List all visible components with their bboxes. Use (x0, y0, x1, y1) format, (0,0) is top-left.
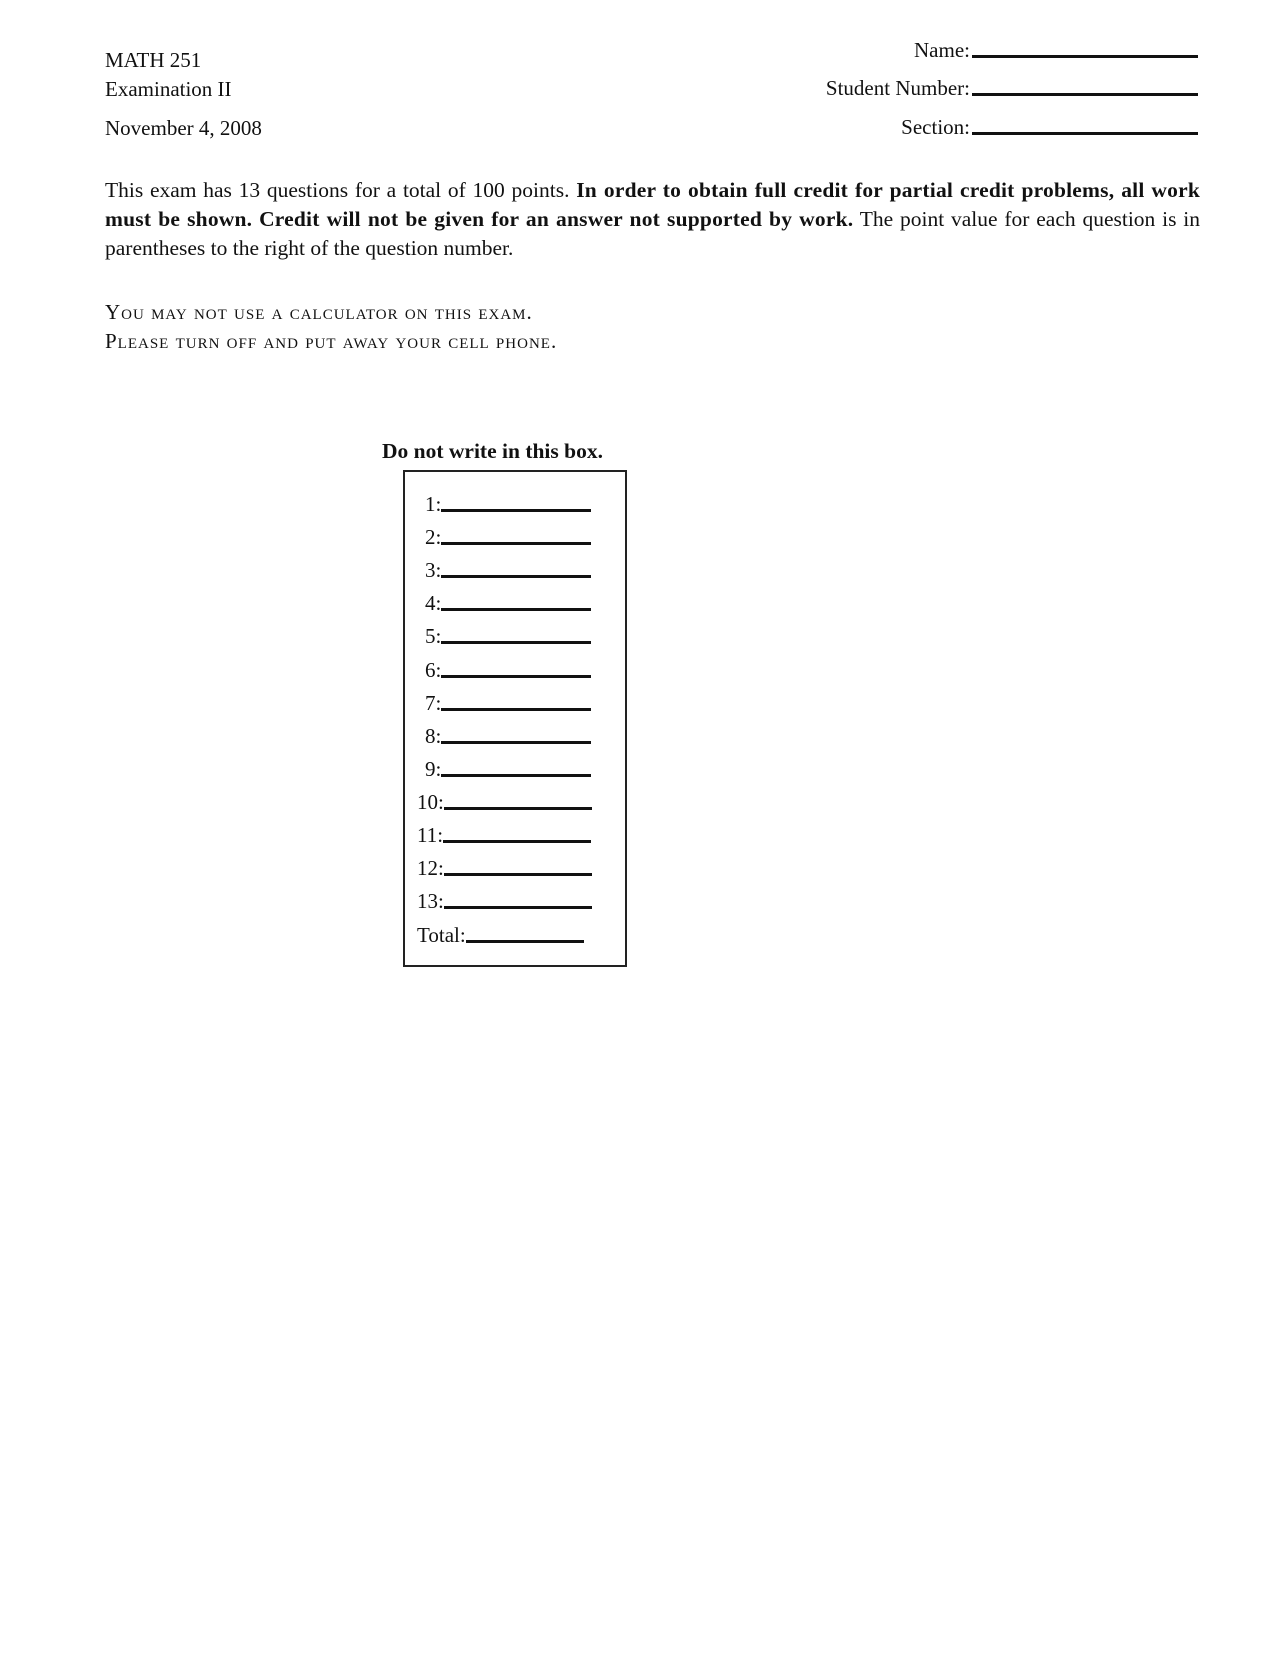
score-row-label: 9: (425, 757, 442, 781)
score-blank[interactable] (441, 575, 591, 578)
score-blank[interactable] (441, 542, 591, 545)
score-blank[interactable] (444, 807, 592, 810)
score-row[interactable] (417, 925, 584, 946)
instructions-bold-2: Credit will not be given for an answer not supported by work. (259, 207, 854, 231)
name-field[interactable] (914, 40, 1198, 61)
score-blank[interactable] (443, 840, 591, 843)
score-blank[interactable] (444, 873, 592, 876)
calculator-notice: You may not use a calculator on this exam. (105, 300, 533, 324)
score-row-label: Total: (417, 923, 466, 947)
score-row[interactable] (425, 693, 591, 714)
student-number-label: Student Number: (825, 76, 970, 100)
instructions-text-2: The point value for each question is in parentheses to the right of the question number. (105, 207, 1200, 260)
score-blank[interactable] (441, 675, 591, 678)
exam-date: November 4, 2008 (105, 116, 262, 140)
score-row-label: 11: (417, 823, 444, 847)
grading-box (403, 470, 627, 967)
score-row[interactable] (417, 792, 592, 813)
score-blank[interactable] (441, 774, 591, 777)
score-row[interactable] (425, 527, 591, 548)
score-row-label: 5: (425, 624, 442, 648)
score-blank[interactable] (441, 509, 591, 512)
instructions-text-1: This exam has 13 questions for a total of 100 points. (105, 178, 570, 202)
score-blank[interactable] (441, 641, 591, 644)
cell-phone-notice: Please turn off and put away your cell phone. (105, 329, 558, 353)
section-field[interactable] (901, 117, 1198, 138)
score-row[interactable] (417, 858, 592, 879)
score-row-label: 2: (425, 525, 442, 549)
score-blank[interactable] (441, 741, 591, 744)
score-row-label: 4: (425, 591, 442, 615)
score-row[interactable] (425, 560, 591, 581)
score-row[interactable] (425, 759, 591, 780)
score-blank[interactable] (444, 906, 592, 909)
score-row-label: 6: (425, 658, 442, 682)
score-row-label: 10: (417, 790, 444, 814)
score-blank[interactable] (466, 940, 584, 943)
score-row[interactable] (417, 825, 591, 846)
instructions-bold-1: In order to obtain full credit for partial credit problems, all work must be shown. (105, 178, 1201, 231)
score-row[interactable] (417, 891, 592, 912)
score-blank[interactable] (441, 708, 591, 711)
grading-box-caption: Do not write in this box. (382, 439, 603, 463)
score-row-label: 12: (417, 856, 444, 880)
score-row-label: 13: (417, 889, 444, 913)
name-blank[interactable] (972, 55, 1198, 58)
score-row[interactable] (425, 660, 591, 681)
score-row-label: 7: (425, 691, 442, 715)
student-number-field[interactable] (826, 78, 1198, 99)
score-row[interactable] (425, 726, 591, 747)
exam-title: Examination II (105, 77, 232, 101)
exam-notices (105, 298, 557, 356)
score-row[interactable] (425, 494, 591, 515)
score-blank[interactable] (441, 608, 591, 611)
score-row-label: 3: (425, 558, 442, 582)
section-blank[interactable] (972, 132, 1198, 135)
score-row-label: 8: (425, 724, 442, 748)
score-row[interactable] (425, 593, 591, 614)
section-label: Section: (901, 115, 970, 139)
exam-instructions (105, 176, 1200, 263)
score-row-label: 1: (425, 492, 442, 516)
student-number-blank[interactable] (972, 93, 1198, 96)
course-code: MATH 251 (105, 48, 202, 72)
name-label: Name: (914, 38, 970, 62)
score-row[interactable] (425, 626, 591, 647)
